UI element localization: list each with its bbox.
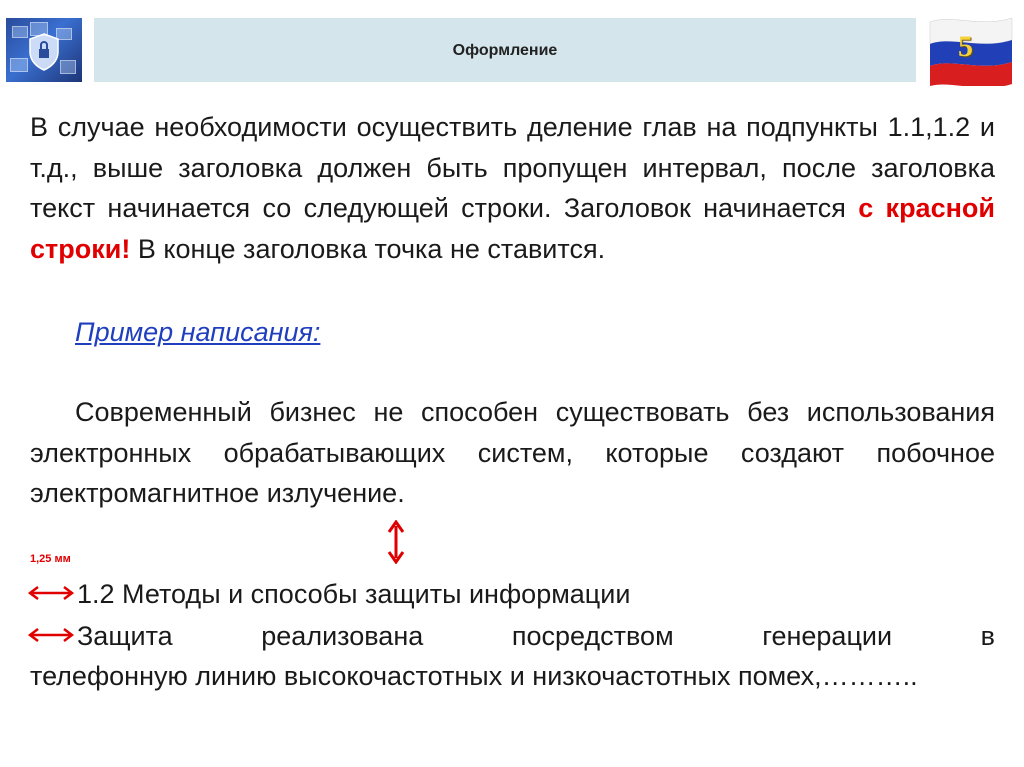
horizontal-arrow-icon: [28, 586, 74, 600]
example-paragraph: Современный бизнес не способен существовать без использования электронных обрабатывающих систем, которые создают побочное электромагнитное излучение.: [30, 397, 995, 509]
intro-paragraph: [30, 107, 995, 269]
shield-logo-icon: [6, 18, 82, 82]
intro-highlight: с красной строки!: [30, 193, 995, 264]
horizontal-arrow-icon: [28, 628, 74, 642]
intro-text-1: В случае необходимости осуществить деление глав на подпункты 1.1,1.2 и т.д., выше заголовка должен быть пропущен интервал, после заголовка текст начинается со следующей строки. Заголовок начинается: [30, 112, 995, 224]
heading-example: 1.2 Методы и способы защиты информации: [77, 579, 631, 609]
spacing-label: 1,25 мм: [30, 553, 71, 565]
vertical-arrow-icon: [386, 520, 406, 564]
page-title: Оформление: [452, 42, 558, 59]
intro-text-2: В конце заголовка точка не ставится.: [130, 233, 606, 264]
body-line-1: Защита реализована посредством генерации в: [77, 621, 995, 651]
slide-number: 5: [958, 30, 973, 63]
example-link[interactable]: Пример написания:: [75, 317, 321, 347]
header-bar: [94, 18, 916, 82]
body-rest: телефонную линию высокочастотных и низкочастотных помех,………..: [30, 661, 918, 691]
